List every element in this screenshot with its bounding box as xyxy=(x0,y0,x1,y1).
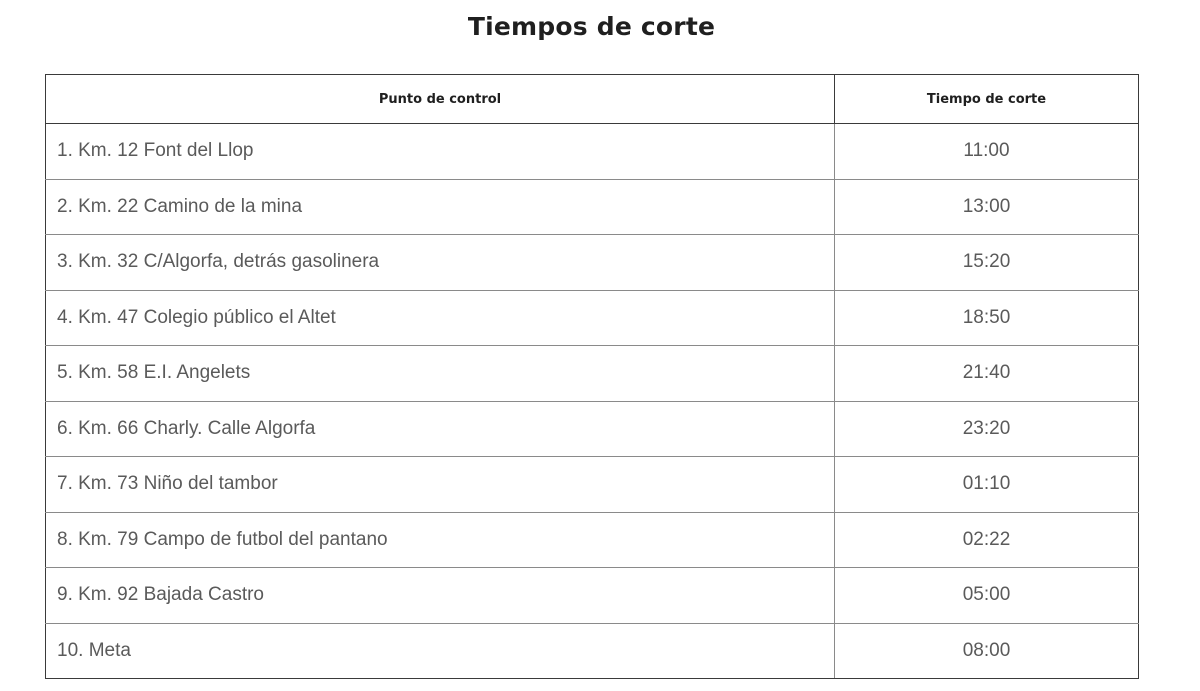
table-row xyxy=(46,290,1139,346)
table-row xyxy=(46,623,1139,679)
table-row xyxy=(46,457,1139,513)
checkpoint-cell: 2. Km. 22 Camino de la mina xyxy=(46,179,835,235)
cutoff-time-cell: 05:00 xyxy=(835,568,1139,624)
cutoff-time-cell: 01:10 xyxy=(835,457,1139,513)
checkpoint-cell: 6. Km. 66 Charly. Calle Algorfa xyxy=(46,401,835,457)
checkpoint-cell: 5. Km. 58 E.I. Angelets xyxy=(46,346,835,402)
page-title: Tiempos de corte xyxy=(467,12,716,41)
table-row xyxy=(46,346,1139,402)
table-row xyxy=(46,124,1139,180)
cutoff-time-cell: 11:00 xyxy=(835,124,1139,180)
cutoff-time-cell: 08:00 xyxy=(835,623,1139,679)
cutoff-time-cell: 21:40 xyxy=(835,346,1139,402)
cutoff-time-cell: 23:20 xyxy=(835,401,1139,457)
checkpoint-cell: 3. Km. 32 C/Algorfa, detrás gasolinera xyxy=(46,235,835,291)
table-row xyxy=(46,179,1139,235)
header-cutoff-time: Tiempo de corte xyxy=(835,75,1139,124)
checkpoint-cell: 7. Km. 73 Niño del tambor xyxy=(46,457,835,513)
checkpoint-cell: 1. Km. 12 Font del Llop xyxy=(46,124,835,180)
header-checkpoint: Punto de control xyxy=(46,75,835,124)
checkpoint-cell: 8. Km. 79 Campo de futbol del pantano xyxy=(46,512,835,568)
checkpoint-cell: 10. Meta xyxy=(46,623,835,679)
table-row xyxy=(46,568,1139,624)
cutoff-time-cell: 18:50 xyxy=(835,290,1139,346)
table-row xyxy=(46,401,1139,457)
cutoff-time-cell: 02:22 xyxy=(835,512,1139,568)
checkpoint-cell: 4. Km. 47 Colegio público el Altet xyxy=(46,290,835,346)
table-row xyxy=(46,512,1139,568)
table-header-row xyxy=(46,75,1139,124)
cutoff-time-cell: 15:20 xyxy=(835,235,1139,291)
checkpoint-cell: 9. Km. 92 Bajada Castro xyxy=(46,568,835,624)
cutoff-time-cell: 13:00 xyxy=(835,179,1139,235)
table-row xyxy=(46,235,1139,291)
cutoff-times-table xyxy=(45,74,1139,679)
